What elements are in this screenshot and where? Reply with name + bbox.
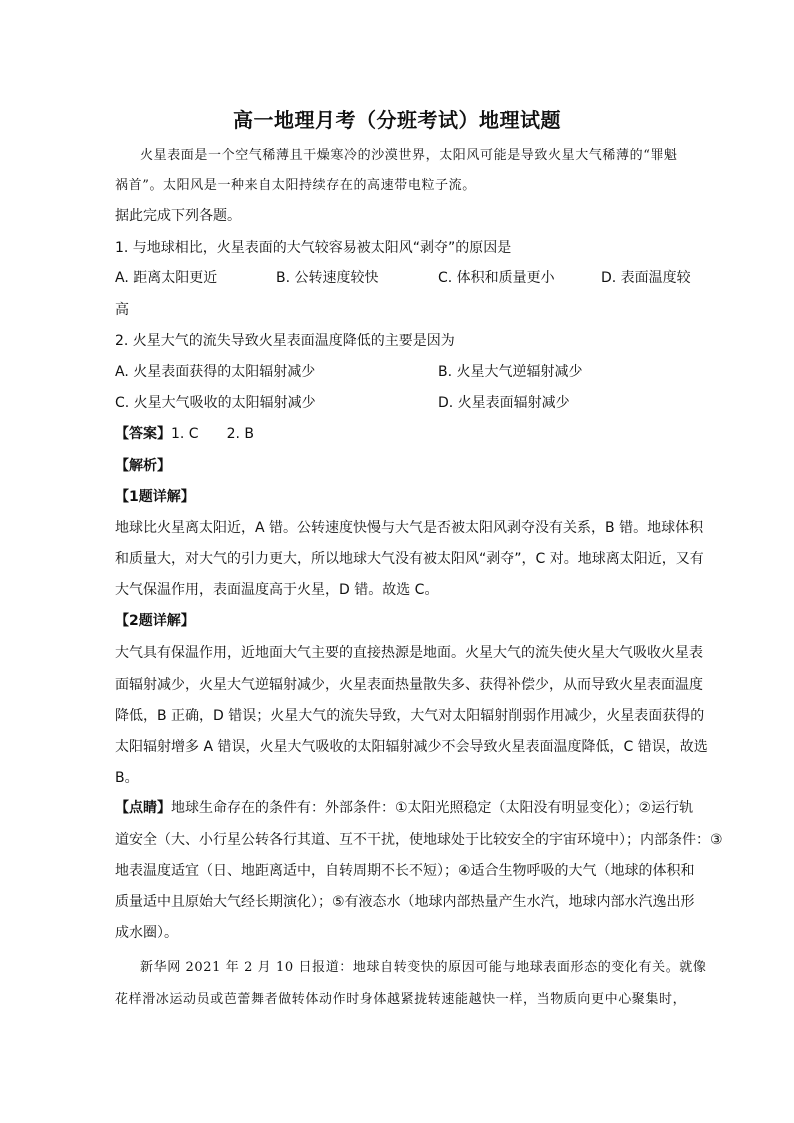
detail-2-line: 面辐射减少，火星大气逆辐射减少，火星表面热量散失多、获得补偿少，从而导致火星表面温度: [115, 677, 703, 693]
passage-line: 祸首”。太阳风是一种来自太阳持续存在的高速带电粒子流。: [115, 178, 476, 193]
q1-option-c: C. 体积和质量更小: [438, 270, 555, 286]
q1-option-b: B. 公转速度较快: [276, 270, 379, 286]
q2-option-d: D. 火星表面辐射减少: [438, 395, 570, 411]
answer-row: [115, 424, 254, 444]
answer-label: 【答案】: [115, 426, 171, 442]
detail-1-line: 地球比火星离太阳近，A 错。公转速度快慢与大气是否被太阳风剥夺没有关系，B 错。地球体积: [115, 520, 704, 536]
question-1-stem: 1. 与地球相比，火星表面的大气较容易被太阳风“剥夺”的原因是: [115, 240, 512, 256]
q1-option-d-wrap: 高: [115, 302, 129, 318]
detail-2-label: 【2题详解】: [115, 613, 195, 629]
passage-line: 火星表面是一个空气稀薄且干燥寒冷的沙漠世界，太阳风可能是导致火星大气稀薄的“罪魁: [140, 148, 678, 163]
tip-line: 道安全（大、小行星公转各行其道、互不干扰，使地球处于比较安全的宇宙环境中）；内部条件：③: [115, 832, 723, 848]
passage-line: 新华网 2021 年 2 月 10 日报道：地球自转变快的原因可能与地球表面形态的变化有关。就像: [140, 960, 707, 975]
passage-line: 花样滑冰运动员或芭蕾舞者做转体动作时身体越紧拢转速能越快一样，当物质向更中心聚集时，: [115, 992, 687, 1007]
detail-1-line: 和质量大，对大气的引力更大，所以地球大气没有被太阳风“剥夺”，C 对。地球离太阳近，又有: [115, 551, 704, 567]
tip-row: [115, 798, 693, 818]
q1-option-a: A. 距离太阳更近: [115, 270, 218, 286]
question-2-stem: 2. 火星大气的流失导致火星表面温度降低的主要是因为: [115, 333, 455, 349]
tip-line: 成水圈）。: [115, 925, 178, 941]
detail-2-line: 太阳辐射增多 A 错误，火星大气吸收的太阳辐射减少不会导致火星表面温度降低，C 错误，故选: [115, 739, 708, 755]
detail-2-line: 大气具有保温作用，近地面大气主要的直接热源是地面。火星大气的流失使火星大气吸收火星表: [115, 645, 703, 661]
tip-line: 地表温度适宜（日、地距离适中，自转周期不长不短）；④适合生物呼吸的大气（地球的体积和: [115, 863, 695, 879]
detail-2-line: 降低，B 正确，D 错误；火星大气的流失导致，大气对太阳辐射削弱作用减少，火星表面获得的: [115, 708, 705, 724]
page-title: 高一地理月考（分班考试）地理试题: [233, 108, 561, 132]
detail-1-line: 大气保温作用，表面温度高于火星，D 错。故选 C。: [115, 582, 439, 598]
q2-option-b: B. 火星大气逆辐射减少: [438, 364, 583, 380]
detail-2-line: B。: [115, 770, 139, 786]
tip-line: 质量适中且原始大气经长期演化）；⑤有液态水（地球内部热量产生水汽，地球内部水汽逸出形: [115, 894, 695, 910]
tip-label: 【点睛】: [115, 800, 171, 816]
q2-option-c: C. 火星大气吸收的太阳辐射减少: [115, 395, 316, 411]
q1-option-d: D. 表面温度较: [601, 270, 691, 286]
analysis-label: 【解析】: [115, 458, 171, 474]
tip-line: 地球生命存在的条件有：外部条件：①太阳光照稳定（太阳没有明显变化）；②运行轨: [171, 800, 694, 816]
q2-option-a: A. 火星表面获得的太阳辐射减少: [115, 364, 316, 380]
detail-1-label: 【1题详解】: [115, 489, 195, 505]
instruction-text: 据此完成下列各题。: [115, 208, 241, 224]
answer-value: 1. C 2. B: [171, 426, 254, 442]
